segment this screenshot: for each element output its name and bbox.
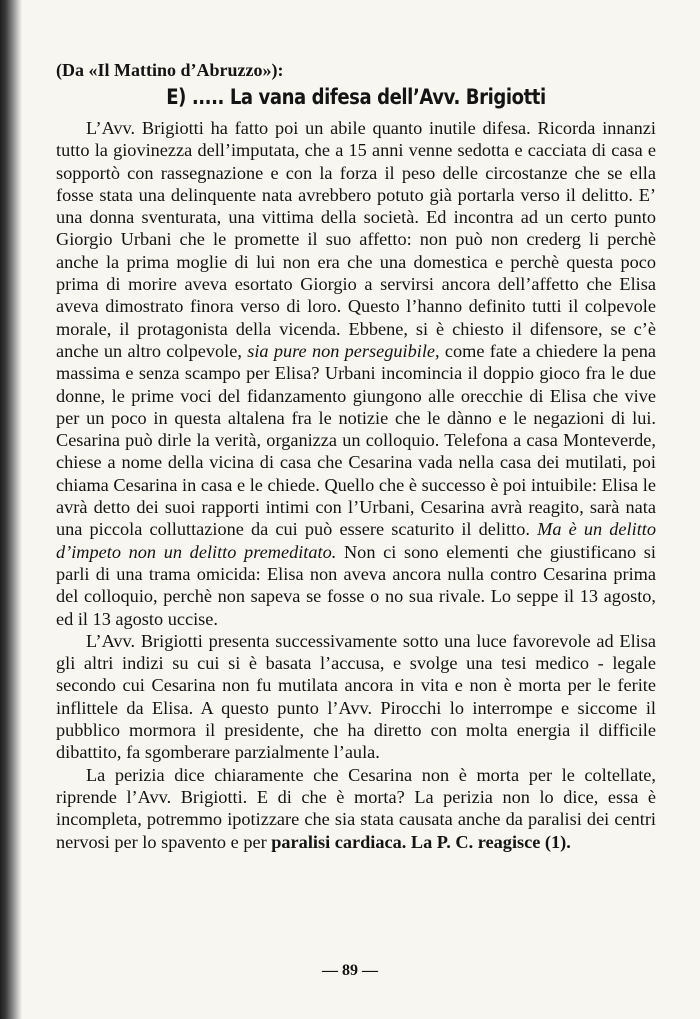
paragraph-1-text-a: L’Avv. Brigiotti ha fatto poi un abile quanto inutile difesa. Ricorda innanzi tutto la giovinezza dell’imputata, che a 15 anni venne sedotta e cacciata di casa e sopportò con rassegnazione e con la forza il peso delle circostanze che se ella fosse stata una delinquente nata avrebbero potuto già portarla verso il delitto. E’ una donna sventurata, una vittima della società. Ed incontra ad un certo punto Giorgio Urbani che le promette il suo affetto: non può non crederg li perchè anche la prima moglie di lui non era che una domestica e perchè questa poco prima di morire aveva esortato Giorgio a servirsi ancora dell’affetto che Elisa aveva dimostrato finora verso di loro. Questo l’hanno definito tutti il colpevole morale, il protagonista della vicenda. Ebbene, si è chiesto il difensore, se c’è anche un altro colpevole, [56, 118, 656, 361]
paragraph-1-italic-b: Ma è un delitto d’impeto non un delitto premeditato. [56, 519, 656, 562]
paragraph-3-bold-text: paralisi cardiaca. La P. C. reagisce (1). [271, 831, 571, 852]
paragraph-3 [56, 764, 656, 853]
page-binding-edge [0, 0, 22, 1019]
paragraph-1-text-b: , come fate a chiedere la pena massima e senza scampo per Elisa? Urbani incomincia il doppio gioco fra le due donne, le prime voci del fidanzamento giungono alle orecchie di Elisa che vive per un poco in questa altalena fra le notizie che le dànno e le negazioni di lui. Cesarina può dirle la verità, organizza un colloquio. Telefona a casa Monteverde, chiese a nome della vicina di casa che Cesarina vada nella casa dei mutilati, poi chiama Cesarina in casa e le chiede. Quello che è successo è poi intuibile: Elisa le avrà detto dei suoi rapporti intimi con l’Urbani, Cesarina avrà reagito, sarà nata una piccola colluttazione da cui può essere scaturito il delitto. [56, 340, 657, 540]
article-title: E) ..... La vana difesa dell’Avv. Brigiotti [166, 85, 546, 109]
paragraph-2: L’Avv. Brigiotti presenta successivamente sotto una luce favorevole ad Elisa gli altri indizi su cui si è basata l’accusa, e svolge una tesi medico - legale secondo cui Cesarina non fu mutilata ancora in vita e non è morta per le ferite inflittele da Elisa. A questo punto l’Avv. Pirocchi lo interrompe e siccome il pubblico mormora il presidente, che ha diretto con molta energia il difficile dibattito, fa sgomberare parzialmente l’aula. [56, 630, 656, 763]
paragraph-3-text: La perizia dice chiaramente che Cesarina non è morta per le coltellate, riprende l’Avv. Brigiotti. E di che è morta? La perizia non lo dice, essa è incompleta, potremmo ipotizzare che sia stata causata anche da paralisi dei centri nervosi per lo spavento e per [56, 764, 656, 852]
paragraph-1-italic-a: sia pure non perseguibile [247, 340, 436, 361]
paragraph-1 [56, 117, 656, 630]
source-line: (Da «Il Mattino d’Abruzzo»): [56, 60, 284, 80]
article [56, 60, 656, 853]
page-number: — 89 — [322, 962, 378, 979]
paragraph-1-text-c: Non ci sono elementi che giustificano si parli di una trama omicida: Elisa non aveva ancora nulla contro Cesarina prima del colloquio, perchè non sapeva se fosse o no sua rivale. Lo seppe il 13 agosto, ed il 13 agosto uccise. [56, 541, 657, 629]
